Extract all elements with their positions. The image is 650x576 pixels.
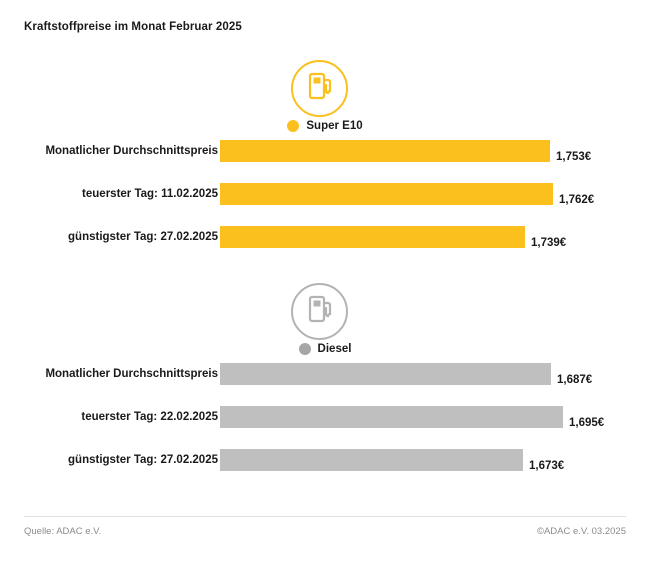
bar-row-label: günstigster Tag: 27.02.2025 <box>68 231 218 243</box>
bar-track <box>220 449 610 471</box>
footer-divider <box>24 516 626 517</box>
bar-row-label: Monatlicher Durchschnittspreis <box>45 368 218 380</box>
legend-color-swatch <box>287 120 299 132</box>
bar-row <box>0 177 650 220</box>
bar-super-e10-cheapest <box>220 226 525 248</box>
legend-super-e10 <box>0 120 650 132</box>
source-note: Quelle: ADAC e.V. <box>24 526 102 537</box>
legend-diesel <box>0 343 650 355</box>
bar-diesel-average <box>220 363 551 385</box>
bar-value-label: 1,695€ <box>569 417 605 429</box>
page-title: Kraftstoffpreise im Monat Februar 2025 <box>24 21 242 33</box>
legend-label-diesel: Diesel <box>317 343 352 355</box>
chart-group-super-e10 <box>0 52 650 263</box>
bar-row-label: günstigster Tag: 27.02.2025 <box>68 454 218 466</box>
bar-value-label: 1,762€ <box>559 194 595 206</box>
bar-rows-diesel <box>0 357 650 486</box>
bar-rows-super-e10 <box>0 134 650 263</box>
bar-row-label: Monatlicher Durchschnittspreis <box>45 145 218 157</box>
bar-value-label: 1,739€ <box>531 237 567 249</box>
legend-color-swatch <box>299 343 311 355</box>
bar-value-label: 1,753€ <box>556 151 592 163</box>
fuel-pump-badge-super-e10 <box>291 60 348 117</box>
bar-row <box>0 220 650 263</box>
bar-value-label: 1,687€ <box>557 374 593 386</box>
bar-track <box>220 363 610 385</box>
group-header-diesel <box>0 275 650 353</box>
fuel-pump-icon <box>307 294 333 329</box>
bar-row <box>0 134 650 177</box>
bar-row <box>0 357 650 400</box>
bar-track <box>220 226 610 248</box>
bar-track <box>220 183 610 205</box>
chart-group-diesel <box>0 275 650 486</box>
copyright-note: ©ADAC e.V. 03.2025 <box>536 526 626 537</box>
bar-super-e10-average <box>220 140 550 162</box>
bar-row <box>0 400 650 443</box>
fuel-pump-badge-diesel <box>291 283 348 340</box>
bar-row <box>0 443 650 486</box>
bar-diesel-most-expensive <box>220 406 563 428</box>
bar-row-label: teuerster Tag: 22.02.2025 <box>81 411 218 423</box>
bar-track <box>220 406 610 428</box>
bar-diesel-cheapest <box>220 449 523 471</box>
legend-label-super-e10: Super E10 <box>306 120 363 132</box>
group-header-super-e10 <box>0 52 650 130</box>
bar-track <box>220 140 610 162</box>
bar-row-label: teuerster Tag: 11.02.2025 <box>82 188 218 200</box>
bar-value-label: 1,673€ <box>529 460 565 472</box>
fuel-pump-icon <box>307 71 333 106</box>
bar-super-e10-most-expensive <box>220 183 553 205</box>
